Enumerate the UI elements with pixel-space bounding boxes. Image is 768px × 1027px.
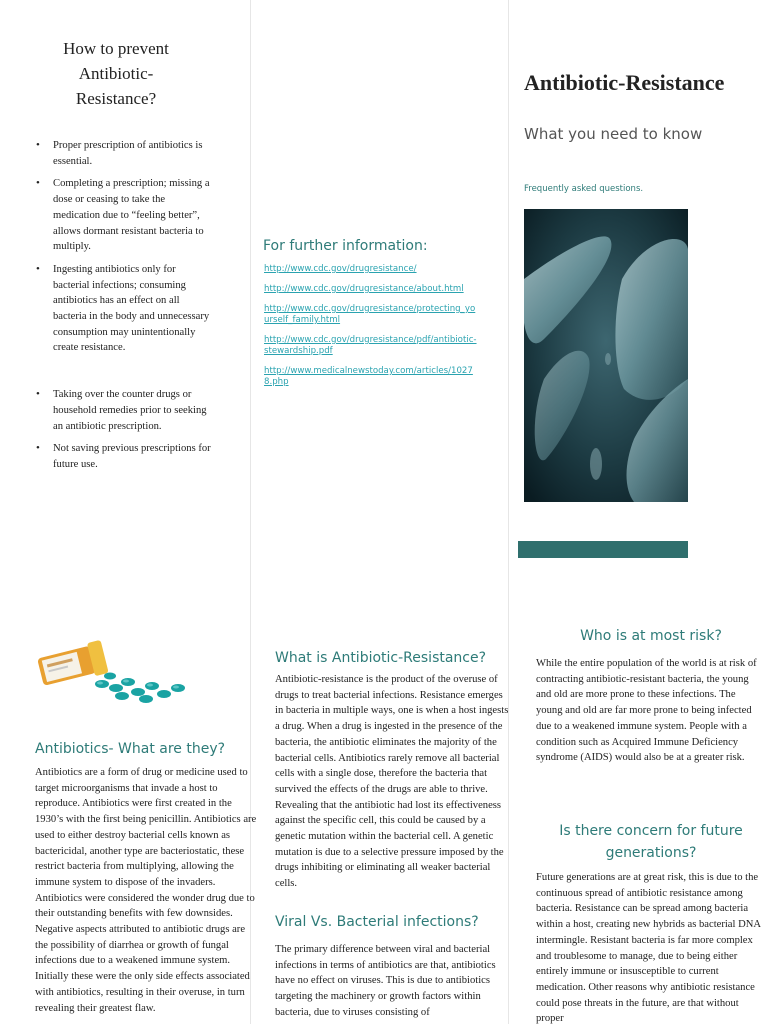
cover-title: Antibiotic-Resistance	[524, 70, 725, 95]
what-is-title: What is Antibiotic-Resistance?	[275, 650, 487, 666]
prevention-list	[33, 138, 213, 473]
list-item: • Not saving previous prescriptions for future use.	[53, 441, 213, 472]
reference-link[interactable]: http://www.medicalnewstoday.com/articles/10278.php	[264, 366, 473, 387]
bacteria-image	[524, 209, 688, 502]
reference-link[interactable]: http://www.cdc.gov/drugresistance/protecting_yourself_family.html	[264, 304, 476, 325]
list-item: • Ingesting antibiotics only for bacterial infections; consuming antibiotics has an effect on all bacteria in the body and unnecessary consumption may unintentionally create resistance.	[53, 262, 213, 356]
list-item: • Completing a prescription; missing a dose or ceasing to take the medication due to “feeling better”, allows dormant resistant bacteria to multiply.	[53, 176, 213, 255]
accent-bar	[518, 541, 688, 558]
risk-text: While the entire population of the world is at risk of contracting antibiotic-resistant bacteria, the young and old are more prone to these infections. The young and old are far more prone to being infected due to a weakened immune system. People with a condition such as Acquired Immune Deficiency syndrome (AIDS) would also be at a greater risk.	[536, 658, 757, 764]
viral-text: The primary difference between viral and bacterial infections in terms of antibiotics are that, antibiotics have no effect on viruses. This is due to antibiotics targeting the machinery or growth factors within bacteria, due to viruses consisting of	[275, 944, 496, 1018]
cover-tagline: Frequently asked questions.	[524, 184, 644, 194]
list-item: • Taking over the counter drugs or household remedies prior to seeking an antibiotic prescription.	[53, 387, 213, 434]
bacteria-illustration	[524, 209, 688, 502]
risk-title: Who is at most risk?	[580, 628, 722, 644]
link-list	[264, 264, 478, 388]
what-is-text: Antibiotic-resistance is the product of the overuse of drugs to treat bacterial infections. Resistance emerges in bacteria in multiple ways, one is when a host ingests a drug. When a drug is ingested in the presence of the bacteria, the antibiotic eliminates the majority of the bacterial cells. Antibiotics rarely remove all bacterial cells with a single dose, therefore the bacteria that survived the effects of the drugs are able to thrive. Revealing that the antibiotic had lost its effectiveness against the specific cell, this could be caused by a genetic mutation within the bacterial cell. A genetic mutation is due to a selective pressure imposed by the drugs inhibiting or eliminating all weaker bacterial cells.	[275, 674, 509, 890]
cover-subtitle: What you need to know	[524, 125, 703, 143]
future-text: Future generations are at great risk, this is due to the continuous spread of antibiotic resistance among bacteria. Resistance can be spread among bacteria within a host, creating new hybrids as bacterial DNA intermingle. Resistant bacteria is far more complex and troublesome to manage, due to being either entirely immune or insusceptible to current medication. Other reasons why antibiotic resistance could pose threats in the future, are that without proper	[536, 872, 761, 1025]
reference-link[interactable]: http://www.cdc.gov/drugresistance/pdf/antibiotic-stewardship.pdf	[264, 335, 477, 356]
future-title: Is there concern for future generations?	[559, 823, 743, 861]
viral-title: Viral Vs. Bacterial infections?	[275, 914, 479, 930]
pill-bottle-illustration	[34, 636, 194, 706]
pill-bottle-image	[34, 636, 194, 706]
reference-link[interactable]: http://www.cdc.gov/drugresistance/	[264, 264, 417, 274]
antibiotics-title: Antibiotics- What are they?	[35, 741, 226, 757]
reference-link[interactable]: http://www.cdc.gov/drugresistance/about.html	[264, 284, 464, 294]
list-item: • Proper prescription of antibiotics is essential.	[53, 138, 213, 169]
antibiotics-text: Antibiotics are a form of drug or medicine used to target microorganisms that invade a host to reproduce. Antibiotics were first created in the 1930’s with the first being penicillin. Antibiotics are used to either destroy bacterial cells known as bactericidal, another type are bacteriostatic, these restrict bacteria from multiplying, allowing the immune system to dispose of the invaders. Antibiotics were considered the wonder drug due to their outstanding benefits with few downsides. Negative aspects attributed to antibiotic drugs are the possibility of diarrhea or growth of fungal infections due to a weakened immune system. Initially these were the only side effects associated with antibiotics, resulting in their overuse, in turn revealing their greatest flaw.	[35, 767, 257, 1014]
further-info-title: For further information:	[263, 238, 428, 254]
prevention-title: How to prevent Antibiotic-Resistance?	[63, 39, 169, 108]
